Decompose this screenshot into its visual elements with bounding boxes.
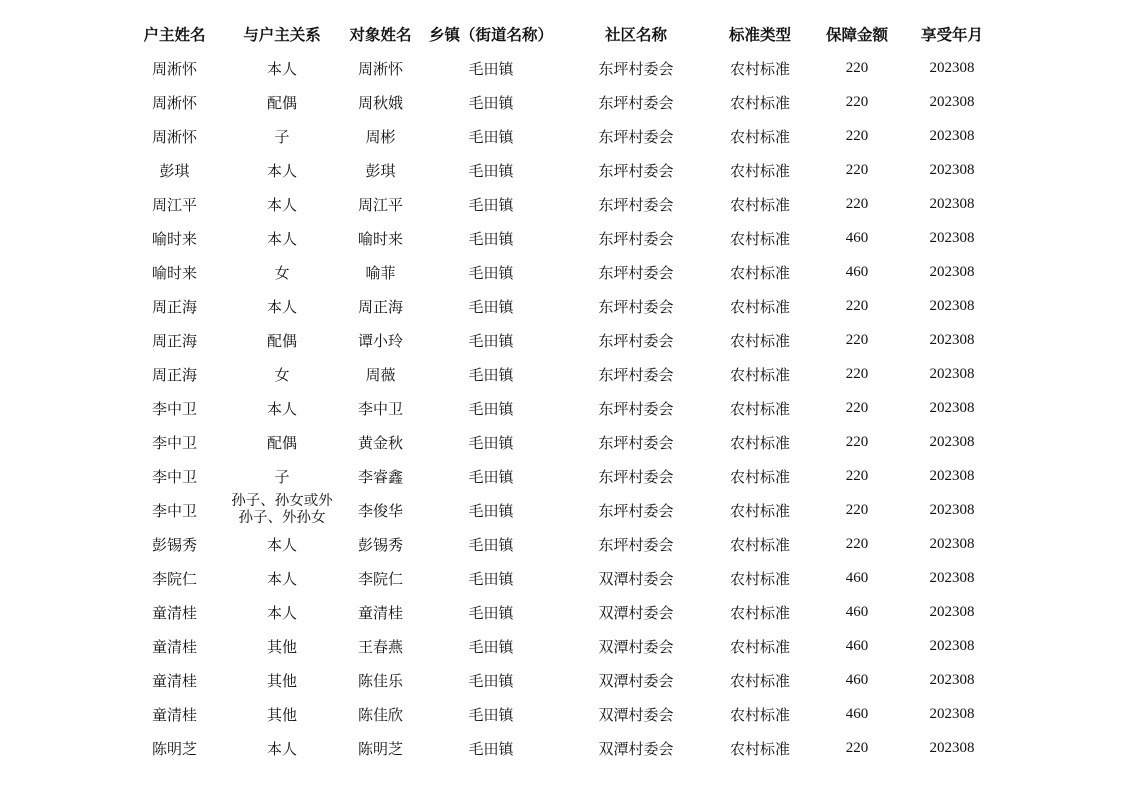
cell-benefit-month: 202308 bbox=[929, 195, 975, 212]
cell-recipient-name: 李中卫 bbox=[357, 399, 403, 418]
cell-standard-type: 农村标准 bbox=[729, 637, 790, 656]
header-row bbox=[120, 17, 994, 51]
cell-community-name: 东坪村委会 bbox=[598, 399, 674, 418]
cell-relation-to-householder: 女 bbox=[274, 263, 290, 282]
cell-guarantee-amount: 220 bbox=[845, 433, 869, 450]
cell-community-name: 东坪村委会 bbox=[598, 127, 674, 146]
table-row bbox=[120, 51, 994, 85]
cell-community-name: 双潭村委会 bbox=[598, 603, 674, 622]
cell-guarantee-amount: 460 bbox=[845, 603, 869, 620]
cell-community-name: 东坪村委会 bbox=[598, 195, 674, 214]
table-row bbox=[120, 527, 994, 561]
cell-recipient-name: 周淅怀 bbox=[357, 59, 403, 78]
cell-householder-name: 周正海 bbox=[151, 331, 197, 350]
cell-community-name: 东坪村委会 bbox=[598, 501, 674, 520]
cell-community-name: 东坪村委会 bbox=[598, 365, 674, 384]
cell-standard-type: 农村标准 bbox=[729, 331, 790, 350]
cell-guarantee-amount: 220 bbox=[845, 399, 869, 416]
cell-township: 毛田镇 bbox=[468, 365, 514, 384]
cell-benefit-month: 202308 bbox=[929, 501, 975, 518]
cell-relation-to-householder: 配偶 bbox=[266, 331, 297, 350]
table-row bbox=[120, 255, 994, 289]
cell-benefit-month: 202308 bbox=[929, 297, 975, 314]
cell-standard-type: 农村标准 bbox=[729, 161, 790, 180]
cell-standard-type: 农村标准 bbox=[729, 365, 790, 384]
cell-benefit-month: 202308 bbox=[929, 161, 975, 178]
cell-relation-to-householder: 其他 bbox=[266, 705, 297, 724]
cell-householder-name: 李中卫 bbox=[151, 467, 197, 486]
table-row bbox=[120, 731, 994, 765]
cell-recipient-name: 周秋娥 bbox=[357, 93, 403, 112]
cell-guarantee-amount: 460 bbox=[845, 263, 869, 280]
cell-standard-type: 农村标准 bbox=[729, 263, 790, 282]
cell-householder-name: 童清桂 bbox=[151, 637, 197, 656]
cell-guarantee-amount: 220 bbox=[845, 467, 869, 484]
table-row bbox=[120, 391, 994, 425]
cell-standard-type: 农村标准 bbox=[729, 603, 790, 622]
cell-community-name: 东坪村委会 bbox=[598, 467, 674, 486]
cell-recipient-name: 周薇 bbox=[365, 365, 396, 384]
cell-guarantee-amount: 220 bbox=[845, 161, 869, 178]
cell-township: 毛田镇 bbox=[468, 739, 514, 758]
cell-township: 毛田镇 bbox=[468, 127, 514, 146]
cell-benefit-month: 202308 bbox=[929, 399, 975, 416]
cell-benefit-month: 202308 bbox=[929, 93, 975, 110]
cell-guarantee-amount: 220 bbox=[845, 365, 869, 382]
cell-guarantee-amount: 220 bbox=[845, 59, 869, 76]
cell-householder-name: 童清桂 bbox=[151, 671, 197, 690]
cell-community-name: 东坪村委会 bbox=[598, 59, 674, 78]
cell-standard-type: 农村标准 bbox=[729, 535, 790, 554]
table-row bbox=[120, 459, 994, 493]
cell-householder-name: 童清桂 bbox=[151, 705, 197, 724]
cell-recipient-name: 彭琪 bbox=[365, 161, 396, 180]
cell-guarantee-amount: 220 bbox=[845, 331, 869, 348]
cell-guarantee-amount: 220 bbox=[845, 127, 869, 144]
cell-township: 毛田镇 bbox=[468, 637, 514, 656]
cell-standard-type: 农村标准 bbox=[729, 127, 790, 146]
cell-township: 毛田镇 bbox=[468, 161, 514, 180]
cell-community-name: 双潭村委会 bbox=[598, 569, 674, 588]
cell-township: 毛田镇 bbox=[468, 671, 514, 690]
cell-benefit-month: 202308 bbox=[929, 229, 975, 246]
cell-recipient-name: 周正海 bbox=[357, 297, 403, 316]
cell-township: 毛田镇 bbox=[468, 297, 514, 316]
cell-community-name: 东坪村委会 bbox=[598, 229, 674, 248]
cell-guarantee-amount: 220 bbox=[845, 501, 869, 518]
table-row bbox=[120, 663, 994, 697]
cell-relation-to-householder: 其他 bbox=[266, 637, 297, 656]
table-row bbox=[120, 357, 994, 391]
cell-township: 毛田镇 bbox=[468, 263, 514, 282]
header-guarantee-amount: 保障金额 bbox=[825, 26, 888, 44]
cell-relation-to-householder: 本人 bbox=[266, 569, 297, 588]
assistance-recipient-table bbox=[120, 17, 994, 765]
cell-relation-to-householder: 本人 bbox=[266, 535, 297, 554]
cell-standard-type: 农村标准 bbox=[729, 433, 790, 452]
cell-benefit-month: 202308 bbox=[929, 603, 975, 620]
cell-guarantee-amount: 460 bbox=[845, 705, 869, 722]
cell-recipient-name: 李院仁 bbox=[357, 569, 403, 588]
cell-householder-name: 彭锡秀 bbox=[151, 535, 197, 554]
table-row bbox=[120, 85, 994, 119]
cell-recipient-name: 喻时来 bbox=[357, 229, 403, 248]
header-standard-type: 标准类型 bbox=[728, 26, 791, 44]
cell-township: 毛田镇 bbox=[468, 603, 514, 622]
cell-community-name: 东坪村委会 bbox=[598, 535, 674, 554]
cell-benefit-month: 202308 bbox=[929, 467, 975, 484]
cell-relation-to-householder: 本人 bbox=[266, 739, 297, 758]
cell-relation-to-householder: 本人 bbox=[266, 603, 297, 622]
cell-township: 毛田镇 bbox=[468, 535, 514, 554]
cell-benefit-month: 202308 bbox=[929, 433, 975, 450]
cell-householder-name: 陈明芝 bbox=[151, 739, 197, 758]
cell-benefit-month: 202308 bbox=[929, 671, 975, 688]
cell-standard-type: 农村标准 bbox=[729, 467, 790, 486]
cell-relation-to-householder: 子 bbox=[274, 127, 290, 146]
cell-guarantee-amount: 460 bbox=[845, 637, 869, 654]
cell-community-name: 双潭村委会 bbox=[598, 739, 674, 758]
cell-township: 毛田镇 bbox=[468, 399, 514, 418]
table-row bbox=[120, 221, 994, 255]
cell-relation-to-householder: 本人 bbox=[266, 59, 297, 78]
cell-guarantee-amount: 220 bbox=[845, 739, 869, 756]
cell-relation-to-householder: 孙子、孙女或外孙子、外孙女 bbox=[231, 493, 333, 526]
cell-recipient-name: 谭小玲 bbox=[357, 331, 403, 350]
cell-standard-type: 农村标准 bbox=[729, 501, 790, 520]
cell-township: 毛田镇 bbox=[468, 501, 514, 520]
cell-recipient-name: 王春燕 bbox=[357, 637, 403, 656]
cell-recipient-name: 陈佳欣 bbox=[357, 705, 403, 724]
table-row bbox=[120, 493, 994, 527]
cell-recipient-name: 周江平 bbox=[357, 195, 403, 214]
cell-householder-name: 李中卫 bbox=[151, 501, 197, 520]
cell-householder-name: 喻时来 bbox=[151, 263, 197, 282]
cell-householder-name: 彭琪 bbox=[159, 161, 190, 180]
cell-standard-type: 农村标准 bbox=[729, 671, 790, 690]
cell-recipient-name: 陈佳乐 bbox=[357, 671, 403, 690]
cell-community-name: 东坪村委会 bbox=[598, 263, 674, 282]
cell-community-name: 东坪村委会 bbox=[598, 93, 674, 112]
cell-standard-type: 农村标准 bbox=[729, 93, 790, 112]
cell-township: 毛田镇 bbox=[468, 59, 514, 78]
cell-township: 毛田镇 bbox=[468, 93, 514, 112]
cell-relation-to-householder: 本人 bbox=[266, 297, 297, 316]
cell-township: 毛田镇 bbox=[468, 467, 514, 486]
header-recipient-name: 对象姓名 bbox=[349, 26, 412, 44]
cell-community-name: 东坪村委会 bbox=[598, 297, 674, 316]
cell-relation-to-householder: 本人 bbox=[266, 161, 297, 180]
table-row bbox=[120, 595, 994, 629]
cell-recipient-name: 喻菲 bbox=[365, 263, 396, 282]
cell-recipient-name: 彭锡秀 bbox=[357, 535, 403, 554]
table-row bbox=[120, 425, 994, 459]
cell-community-name: 东坪村委会 bbox=[598, 433, 674, 452]
table-row bbox=[120, 323, 994, 357]
cell-benefit-month: 202308 bbox=[929, 59, 975, 76]
cell-standard-type: 农村标准 bbox=[729, 739, 790, 758]
cell-standard-type: 农村标准 bbox=[729, 59, 790, 78]
cell-householder-name: 喻时来 bbox=[151, 229, 197, 248]
cell-guarantee-amount: 220 bbox=[845, 297, 869, 314]
cell-recipient-name: 李睿鑫 bbox=[357, 467, 403, 486]
cell-benefit-month: 202308 bbox=[929, 331, 975, 348]
cell-relation-to-householder: 子 bbox=[274, 467, 290, 486]
cell-householder-name: 李院仁 bbox=[151, 569, 197, 588]
cell-township: 毛田镇 bbox=[468, 195, 514, 214]
table-row bbox=[120, 153, 994, 187]
cell-benefit-month: 202308 bbox=[929, 637, 975, 654]
cell-guarantee-amount: 460 bbox=[845, 569, 869, 586]
cell-householder-name: 周江平 bbox=[151, 195, 197, 214]
header-relation-to-householder: 与户主关系 bbox=[243, 26, 321, 44]
cell-householder-name: 周淅怀 bbox=[151, 127, 197, 146]
cell-standard-type: 农村标准 bbox=[729, 569, 790, 588]
table-row bbox=[120, 561, 994, 595]
cell-recipient-name: 黄金秋 bbox=[357, 433, 403, 452]
cell-community-name: 双潭村委会 bbox=[598, 637, 674, 656]
cell-township: 毛田镇 bbox=[468, 229, 514, 248]
cell-benefit-month: 202308 bbox=[929, 263, 975, 280]
cell-standard-type: 农村标准 bbox=[729, 705, 790, 724]
table-row bbox=[120, 289, 994, 323]
cell-standard-type: 农村标准 bbox=[729, 229, 790, 248]
cell-relation-to-householder: 其他 bbox=[266, 671, 297, 690]
header-benefit-month: 享受年月 bbox=[920, 26, 983, 44]
cell-standard-type: 农村标准 bbox=[729, 195, 790, 214]
cell-township: 毛田镇 bbox=[468, 569, 514, 588]
cell-community-name: 东坪村委会 bbox=[598, 161, 674, 180]
table-row bbox=[120, 697, 994, 731]
cell-benefit-month: 202308 bbox=[929, 535, 975, 552]
cell-householder-name: 周淅怀 bbox=[151, 59, 197, 78]
cell-benefit-month: 202308 bbox=[929, 705, 975, 722]
cell-relation-to-householder: 女 bbox=[274, 365, 290, 384]
cell-householder-name: 周正海 bbox=[151, 297, 197, 316]
cell-guarantee-amount: 220 bbox=[845, 93, 869, 110]
table-body bbox=[120, 51, 994, 765]
cell-benefit-month: 202308 bbox=[929, 739, 975, 756]
cell-recipient-name: 周彬 bbox=[365, 127, 396, 146]
cell-recipient-name: 童清桂 bbox=[357, 603, 403, 622]
header-householder-name: 户主姓名 bbox=[143, 26, 206, 44]
cell-guarantee-amount: 220 bbox=[845, 195, 869, 212]
cell-township: 毛田镇 bbox=[468, 433, 514, 452]
cell-guarantee-amount: 460 bbox=[845, 229, 869, 246]
cell-township: 毛田镇 bbox=[468, 331, 514, 350]
cell-community-name: 双潭村委会 bbox=[598, 705, 674, 724]
cell-benefit-month: 202308 bbox=[929, 569, 975, 586]
cell-relation-to-householder: 本人 bbox=[266, 229, 297, 248]
cell-guarantee-amount: 220 bbox=[845, 535, 869, 552]
cell-benefit-month: 202308 bbox=[929, 127, 975, 144]
table-row bbox=[120, 119, 994, 153]
cell-householder-name: 李中卫 bbox=[151, 433, 197, 452]
cell-guarantee-amount: 460 bbox=[845, 671, 869, 688]
cell-householder-name: 童清桂 bbox=[151, 603, 197, 622]
cell-standard-type: 农村标准 bbox=[729, 297, 790, 316]
header-community-name: 社区名称 bbox=[604, 26, 667, 44]
table-row bbox=[120, 629, 994, 663]
cell-community-name: 双潭村委会 bbox=[598, 671, 674, 690]
cell-community-name: 东坪村委会 bbox=[598, 331, 674, 350]
cell-householder-name: 李中卫 bbox=[151, 399, 197, 418]
cell-township: 毛田镇 bbox=[468, 705, 514, 724]
cell-relation-to-householder: 本人 bbox=[266, 399, 297, 418]
cell-recipient-name: 陈明芝 bbox=[357, 739, 403, 758]
cell-relation-to-householder: 配偶 bbox=[266, 93, 297, 112]
table-row bbox=[120, 187, 994, 221]
cell-recipient-name: 李俊华 bbox=[357, 501, 403, 520]
cell-standard-type: 农村标准 bbox=[729, 399, 790, 418]
header-township: 乡镇（街道名称） bbox=[428, 26, 553, 44]
cell-householder-name: 周淅怀 bbox=[151, 93, 197, 112]
cell-benefit-month: 202308 bbox=[929, 365, 975, 382]
cell-householder-name: 周正海 bbox=[151, 365, 197, 384]
cell-relation-to-householder: 本人 bbox=[266, 195, 297, 214]
cell-relation-to-householder: 配偶 bbox=[266, 433, 297, 452]
